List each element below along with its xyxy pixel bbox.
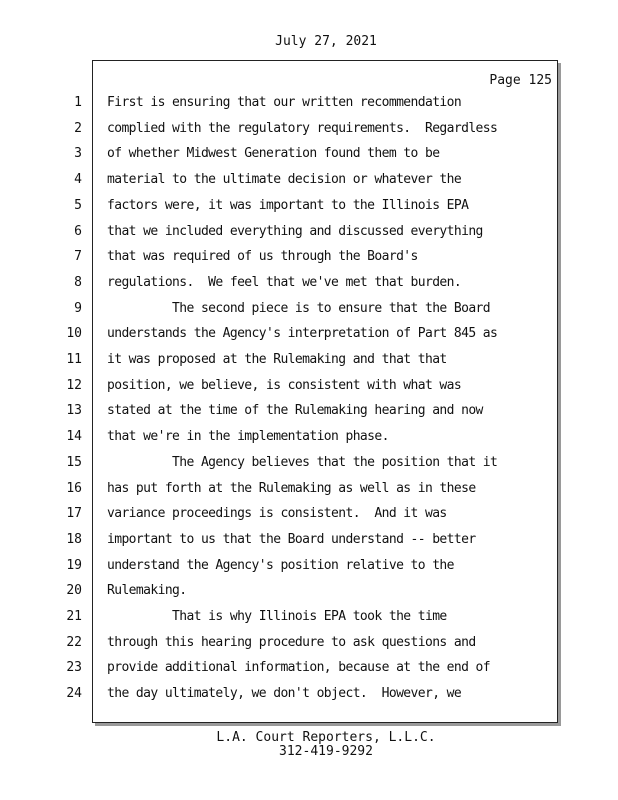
footer-company: L.A. Court Reporters, L.L.C. (216, 730, 436, 745)
line-text: through this hearing procedure to ask questions and (107, 635, 476, 650)
line-number: 5 (74, 198, 82, 213)
line-number: 16 (66, 481, 82, 496)
line-number: 3 (74, 146, 82, 161)
line-number: 22 (66, 635, 82, 650)
line-text: understands the Agency's interpretation of Part 845 as (107, 326, 498, 341)
line-number: 10 (66, 326, 82, 341)
line-number: 19 (66, 558, 82, 573)
line-number: 2 (74, 121, 82, 136)
page-number: Page 125 (489, 73, 552, 88)
line-number: 17 (66, 506, 82, 521)
line-text: stated at the time of the Rulemaking hearing and now (107, 403, 483, 418)
line-text: has put forth at the Rulemaking as well as in these (107, 481, 476, 496)
line-text: The second piece is to ensure that the Board (107, 301, 491, 316)
line-number: 15 (66, 455, 82, 470)
line-text: material to the ultimate decision or whatever the (107, 172, 462, 187)
line-text: of whether Midwest Generation found them to be (107, 146, 440, 161)
line-number: 6 (74, 224, 82, 239)
line-text: First is ensuring that our written recommendation (107, 95, 462, 110)
footer (0, 731, 618, 759)
line-text: that was required of us through the Board's (107, 249, 418, 264)
line-text: the day ultimately, we don't object. However, we (107, 686, 462, 701)
line-number: 1 (74, 95, 82, 110)
line-number: 9 (74, 301, 82, 316)
line-text: it was proposed at the Rulemaking and that that (107, 352, 447, 367)
line-text: Rulemaking. (107, 583, 187, 598)
line-number: 23 (66, 660, 82, 675)
footer-phone: 312-419-9292 (279, 744, 373, 759)
line-text: The Agency believes that the position that it (107, 455, 498, 470)
line-text: important to us that the Board understand -- better (107, 532, 476, 547)
line-number: 4 (74, 172, 82, 187)
line-text: complied with the regulatory requirements. Regardless (107, 121, 498, 136)
line-text: provide additional information, because at the end of (107, 660, 491, 675)
line-text: variance proceedings is consistent. And it was (107, 506, 447, 521)
line-number: 20 (66, 583, 82, 598)
line-number: 21 (66, 609, 82, 624)
header-date: July 27, 2021 (275, 34, 377, 49)
line-text: that we're in the implementation phase. (107, 429, 389, 444)
line-text: that we included everything and discussed everything (107, 224, 483, 239)
line-text: factors were, it was important to the Illinois EPA (107, 198, 469, 213)
line-text: regulations. We feel that we've met that burden. (107, 275, 462, 290)
line-text: understand the Agency's position relative to the (107, 558, 454, 573)
line-text: position, we believe, is consistent with what was (107, 378, 462, 393)
line-number: 11 (66, 352, 82, 367)
line-text: That is why Illinois EPA took the time (107, 609, 447, 624)
line-number: 7 (74, 249, 82, 264)
line-number: 14 (66, 429, 82, 444)
line-number: 8 (74, 275, 82, 290)
line-number: 18 (66, 532, 82, 547)
line-number: 24 (66, 686, 82, 701)
line-number: 13 (66, 403, 82, 418)
line-number: 12 (66, 378, 82, 393)
